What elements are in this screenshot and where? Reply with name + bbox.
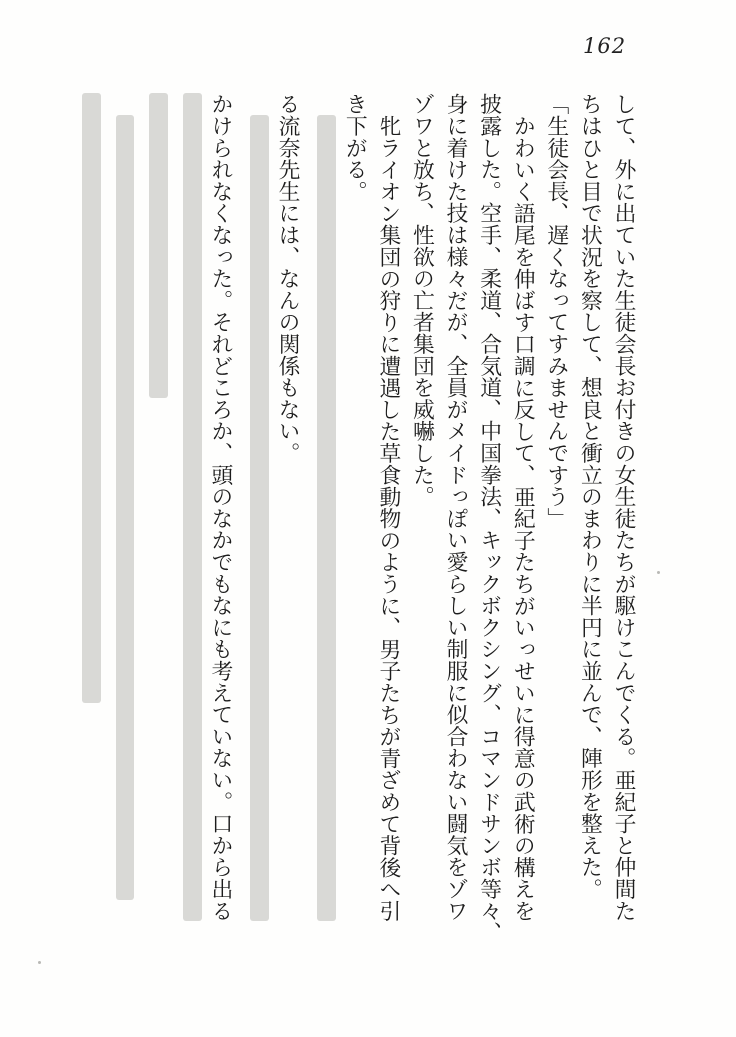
text-column: 牝ライオン集団の狩りに遭遇した草食動物のように、男子たちが青ざめて背後へ引	[375, 114, 401, 922]
scan-speck	[38, 961, 41, 964]
redaction-bar	[317, 115, 336, 922]
redaction-bar	[116, 115, 135, 900]
text-column: き下がる。	[342, 93, 368, 202]
redacted-text-column	[237, 93, 271, 951]
redacted-text-column	[136, 93, 170, 951]
text-column: して、外に出ていた生徒会長お付きの女生徒たちが駆けこんでくる。亜紀子と仲間た	[611, 93, 636, 922]
text-column: 身に着けた技は様々だが、全員がメイドっぽい愛らしい制服に似合わない闘気をゾワ	[443, 93, 469, 922]
text-column: ゾワと放ち、性欲の亡者集団を威嚇した。	[409, 93, 435, 508]
redacted-text-column	[69, 93, 103, 951]
redacted-text-column	[170, 93, 204, 951]
redacted-text-column	[304, 93, 338, 951]
text-column: ちはひと目で状況を察して、想良と衝立のまわりに半円に並んで、陣形を整えた。	[577, 93, 603, 900]
text-column: かけられなくなった。それどころか、頭のなかでもなにも考えていない。口から出る	[207, 93, 233, 922]
redacted-text-column	[103, 93, 137, 951]
text-column: かわいく語尾を伸ばす口調に反して、亜紀子たちがいっせいに得意の武術の構えを	[510, 114, 536, 922]
redaction-bar	[250, 115, 269, 922]
redaction-bar	[82, 93, 101, 703]
text-column: 「生徒会長、遅くなってすみませんですう」	[543, 93, 569, 529]
redaction-bar	[183, 93, 202, 921]
text-column: 披露した。空手、柔道、合気道、中国拳法、キックボクシング、コマンドサンボ等々、	[476, 93, 502, 944]
page-number: 162	[583, 34, 627, 58]
redaction-bar	[149, 93, 168, 398]
text-column: る流奈先生には、なんの関係もない。	[275, 93, 301, 464]
text-block	[69, 93, 640, 951]
scan-speck	[657, 571, 660, 574]
